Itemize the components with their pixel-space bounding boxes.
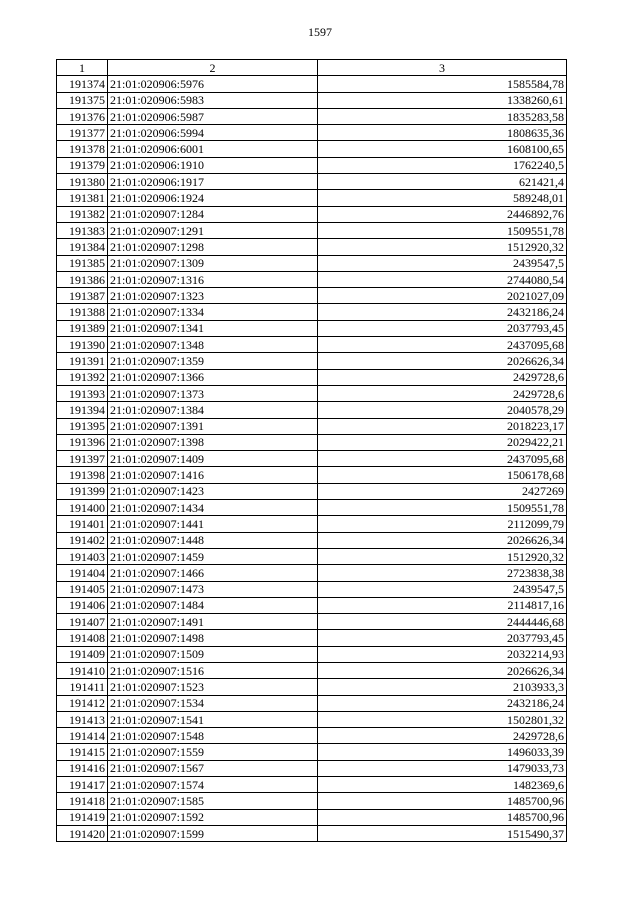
table-row — [57, 614, 567, 630]
row-number-cell: 191403 — [57, 548, 108, 564]
table-row — [57, 76, 567, 92]
cadastral-number-cell: 21:01:020907:1316 — [108, 271, 318, 287]
table-row — [57, 500, 567, 516]
cadastral-number-cell: 21:01:020907:1384 — [108, 402, 318, 418]
row-number-cell: 191415 — [57, 744, 108, 760]
value-cell: 2037793,45 — [318, 320, 567, 336]
row-number-cell: 191391 — [57, 353, 108, 369]
table-row — [57, 434, 567, 450]
table-row — [57, 728, 567, 744]
table-row — [57, 239, 567, 255]
cadastral-number-cell: 21:01:020907:1491 — [108, 614, 318, 630]
cadastral-number-cell: 21:01:020907:1567 — [108, 760, 318, 776]
table-row — [57, 288, 567, 304]
cadastral-number-cell: 21:01:020907:1516 — [108, 662, 318, 678]
row-number-cell: 191396 — [57, 434, 108, 450]
row-number-cell: 191374 — [57, 76, 108, 92]
row-number-cell: 191406 — [57, 597, 108, 613]
cadastral-number-cell: 21:01:020907:1391 — [108, 418, 318, 434]
value-cell: 2112099,79 — [318, 516, 567, 532]
row-number-cell: 191413 — [57, 711, 108, 727]
row-number-cell: 191404 — [57, 565, 108, 581]
row-number-cell: 191387 — [57, 288, 108, 304]
table-row — [57, 646, 567, 662]
value-cell: 2427269 — [318, 483, 567, 499]
row-number-cell: 191414 — [57, 728, 108, 744]
cadastral-number-cell: 21:01:020907:1434 — [108, 500, 318, 516]
row-number-cell: 191410 — [57, 662, 108, 678]
column-header-1: 1 — [57, 60, 108, 76]
row-number-cell: 191407 — [57, 614, 108, 630]
row-number-cell: 191385 — [57, 255, 108, 271]
cadastral-number-cell: 21:01:020907:1416 — [108, 467, 318, 483]
cadastral-number-cell: 21:01:020907:1284 — [108, 206, 318, 222]
value-cell: 2037793,45 — [318, 630, 567, 646]
row-number-cell: 191386 — [57, 271, 108, 287]
row-number-cell: 191378 — [57, 141, 108, 157]
cadastral-number-cell: 21:01:020907:1592 — [108, 809, 318, 825]
row-number-cell: 191402 — [57, 532, 108, 548]
cadastral-number-cell: 21:01:020907:1423 — [108, 483, 318, 499]
value-cell: 1512920,32 — [318, 548, 567, 564]
value-cell: 2432186,24 — [318, 695, 567, 711]
row-number-cell: 191418 — [57, 793, 108, 809]
table-row — [57, 255, 567, 271]
value-cell: 2744080,54 — [318, 271, 567, 287]
cadastral-number-cell: 21:01:020906:5994 — [108, 125, 318, 141]
cadastral-number-cell: 21:01:020906:6001 — [108, 141, 318, 157]
row-number-cell: 191395 — [57, 418, 108, 434]
value-cell: 1835283,58 — [318, 108, 567, 124]
cadastral-number-cell: 21:01:020907:1373 — [108, 385, 318, 401]
value-cell: 1515490,37 — [318, 825, 567, 841]
table-body — [57, 76, 567, 842]
cadastral-number-cell: 21:01:020907:1334 — [108, 304, 318, 320]
table-header-row — [57, 60, 567, 76]
cadastral-number-cell: 21:01:020907:1498 — [108, 630, 318, 646]
cadastral-number-cell: 21:01:020907:1309 — [108, 255, 318, 271]
table-row — [57, 353, 567, 369]
row-number-cell: 191388 — [57, 304, 108, 320]
value-cell: 1502801,32 — [318, 711, 567, 727]
row-number-cell: 191409 — [57, 646, 108, 662]
row-number-cell: 191376 — [57, 108, 108, 124]
table-row — [57, 190, 567, 206]
table-row — [57, 777, 567, 793]
table-row — [57, 662, 567, 678]
table-row — [57, 402, 567, 418]
table-row — [57, 467, 567, 483]
row-number-cell: 191420 — [57, 825, 108, 841]
cadastral-number-cell: 21:01:020906:5983 — [108, 92, 318, 108]
table-row — [57, 548, 567, 564]
value-cell: 1506178,68 — [318, 467, 567, 483]
table-row — [57, 532, 567, 548]
value-cell: 2429728,6 — [318, 385, 567, 401]
table-row — [57, 597, 567, 613]
cadastral-number-cell: 21:01:020906:5976 — [108, 76, 318, 92]
cadastral-number-cell: 21:01:020906:1917 — [108, 174, 318, 190]
table-row — [57, 744, 567, 760]
cadastral-number-cell: 21:01:020907:1523 — [108, 679, 318, 695]
value-cell: 2446892,76 — [318, 206, 567, 222]
value-cell: 2429728,6 — [318, 369, 567, 385]
value-cell: 1338260,61 — [318, 92, 567, 108]
table-row — [57, 125, 567, 141]
table-row — [57, 141, 567, 157]
table-row — [57, 271, 567, 287]
value-cell: 2103933,3 — [318, 679, 567, 695]
cadastral-number-cell: 21:01:020907:1541 — [108, 711, 318, 727]
column-header-3: 3 — [318, 60, 567, 76]
value-cell: 1496033,39 — [318, 744, 567, 760]
value-cell: 621421,4 — [318, 174, 567, 190]
table-row — [57, 385, 567, 401]
value-cell: 2439547,5 — [318, 581, 567, 597]
value-cell: 1482369,6 — [318, 777, 567, 793]
row-number-cell: 191417 — [57, 777, 108, 793]
cadastral-number-cell: 21:01:020907:1509 — [108, 646, 318, 662]
value-cell: 2437095,68 — [318, 337, 567, 353]
data-table — [56, 59, 567, 842]
row-number-cell: 191393 — [57, 385, 108, 401]
table-row — [57, 581, 567, 597]
row-number-cell: 191381 — [57, 190, 108, 206]
value-cell: 1808635,36 — [318, 125, 567, 141]
table-row — [57, 679, 567, 695]
cadastral-number-cell: 21:01:020907:1341 — [108, 320, 318, 336]
table-row — [57, 760, 567, 776]
cadastral-number-cell: 21:01:020907:1448 — [108, 532, 318, 548]
cadastral-number-cell: 21:01:020907:1323 — [108, 288, 318, 304]
row-number-cell: 191382 — [57, 206, 108, 222]
table-row — [57, 157, 567, 173]
value-cell: 2029422,21 — [318, 434, 567, 450]
table-row — [57, 369, 567, 385]
table-row — [57, 337, 567, 353]
value-cell: 589248,01 — [318, 190, 567, 206]
row-number-cell: 191392 — [57, 369, 108, 385]
value-cell: 2032214,93 — [318, 646, 567, 662]
row-number-cell: 191390 — [57, 337, 108, 353]
cadastral-number-cell: 21:01:020907:1466 — [108, 565, 318, 581]
table-row — [57, 451, 567, 467]
row-number-cell: 191397 — [57, 451, 108, 467]
table-row — [57, 222, 567, 238]
value-cell: 2040578,29 — [318, 402, 567, 418]
table-row — [57, 483, 567, 499]
value-cell: 1762240,5 — [318, 157, 567, 173]
value-cell: 1485700,96 — [318, 793, 567, 809]
row-number-cell: 191380 — [57, 174, 108, 190]
row-number-cell: 191379 — [57, 157, 108, 173]
table-row — [57, 418, 567, 434]
table-row — [57, 304, 567, 320]
cadastral-number-cell: 21:01:020907:1473 — [108, 581, 318, 597]
cadastral-number-cell: 21:01:020907:1534 — [108, 695, 318, 711]
table-row — [57, 108, 567, 124]
value-cell: 2021027,09 — [318, 288, 567, 304]
cadastral-number-cell: 21:01:020907:1348 — [108, 337, 318, 353]
cadastral-number-cell: 21:01:020907:1409 — [108, 451, 318, 467]
row-number-cell: 191398 — [57, 467, 108, 483]
cadastral-number-cell: 21:01:020907:1291 — [108, 222, 318, 238]
value-cell: 2437095,68 — [318, 451, 567, 467]
value-cell: 1509551,78 — [318, 222, 567, 238]
table-row — [57, 825, 567, 841]
cadastral-number-cell: 21:01:020907:1441 — [108, 516, 318, 532]
value-cell: 1608100,65 — [318, 141, 567, 157]
table-row — [57, 793, 567, 809]
table-row — [57, 809, 567, 825]
row-number-cell: 191399 — [57, 483, 108, 499]
value-cell: 2026626,34 — [318, 532, 567, 548]
table-row — [57, 174, 567, 190]
row-number-cell: 191405 — [57, 581, 108, 597]
value-cell: 2429728,6 — [318, 728, 567, 744]
value-cell: 2026626,34 — [318, 662, 567, 678]
table-row — [57, 206, 567, 222]
value-cell: 1512920,32 — [318, 239, 567, 255]
table-row — [57, 565, 567, 581]
row-number-cell: 191408 — [57, 630, 108, 646]
cadastral-number-cell: 21:01:020907:1359 — [108, 353, 318, 369]
cadastral-number-cell: 21:01:020906:1924 — [108, 190, 318, 206]
cadastral-number-cell: 21:01:020907:1398 — [108, 434, 318, 450]
value-cell: 1509551,78 — [318, 500, 567, 516]
table-row — [57, 695, 567, 711]
cadastral-number-cell: 21:01:020907:1574 — [108, 777, 318, 793]
value-cell: 2018223,17 — [318, 418, 567, 434]
table-row — [57, 320, 567, 336]
value-cell: 1585584,78 — [318, 76, 567, 92]
table-row — [57, 516, 567, 532]
cadastral-number-cell: 21:01:020907:1548 — [108, 728, 318, 744]
value-cell: 1485700,96 — [318, 809, 567, 825]
value-cell: 1479033,73 — [318, 760, 567, 776]
cadastral-number-cell: 21:01:020907:1599 — [108, 825, 318, 841]
value-cell: 2026626,34 — [318, 353, 567, 369]
cadastral-number-cell: 21:01:020906:1910 — [108, 157, 318, 173]
row-number-cell: 191400 — [57, 500, 108, 516]
row-number-cell: 191377 — [57, 125, 108, 141]
table-row — [57, 711, 567, 727]
cadastral-number-cell: 21:01:020907:1298 — [108, 239, 318, 255]
table-row — [57, 92, 567, 108]
row-number-cell: 191384 — [57, 239, 108, 255]
column-header-2: 2 — [108, 60, 318, 76]
cadastral-number-cell: 21:01:020907:1484 — [108, 597, 318, 613]
row-number-cell: 191389 — [57, 320, 108, 336]
value-cell: 2439547,5 — [318, 255, 567, 271]
cadastral-number-cell: 21:01:020906:5987 — [108, 108, 318, 124]
cadastral-number-cell: 21:01:020907:1366 — [108, 369, 318, 385]
value-cell: 2432186,24 — [318, 304, 567, 320]
row-number-cell: 191394 — [57, 402, 108, 418]
value-cell: 2444446,68 — [318, 614, 567, 630]
cadastral-number-cell: 21:01:020907:1559 — [108, 744, 318, 760]
row-number-cell: 191412 — [57, 695, 108, 711]
cadastral-number-cell: 21:01:020907:1585 — [108, 793, 318, 809]
table-row — [57, 630, 567, 646]
value-cell: 2114817,16 — [318, 597, 567, 613]
row-number-cell: 191416 — [57, 760, 108, 776]
row-number-cell: 191411 — [57, 679, 108, 695]
value-cell: 2723838,38 — [318, 565, 567, 581]
row-number-cell: 191383 — [57, 222, 108, 238]
row-number-cell: 191419 — [57, 809, 108, 825]
row-number-cell: 191401 — [57, 516, 108, 532]
row-number-cell: 191375 — [57, 92, 108, 108]
page-number: 1597 — [308, 25, 332, 39]
cadastral-number-cell: 21:01:020907:1459 — [108, 548, 318, 564]
